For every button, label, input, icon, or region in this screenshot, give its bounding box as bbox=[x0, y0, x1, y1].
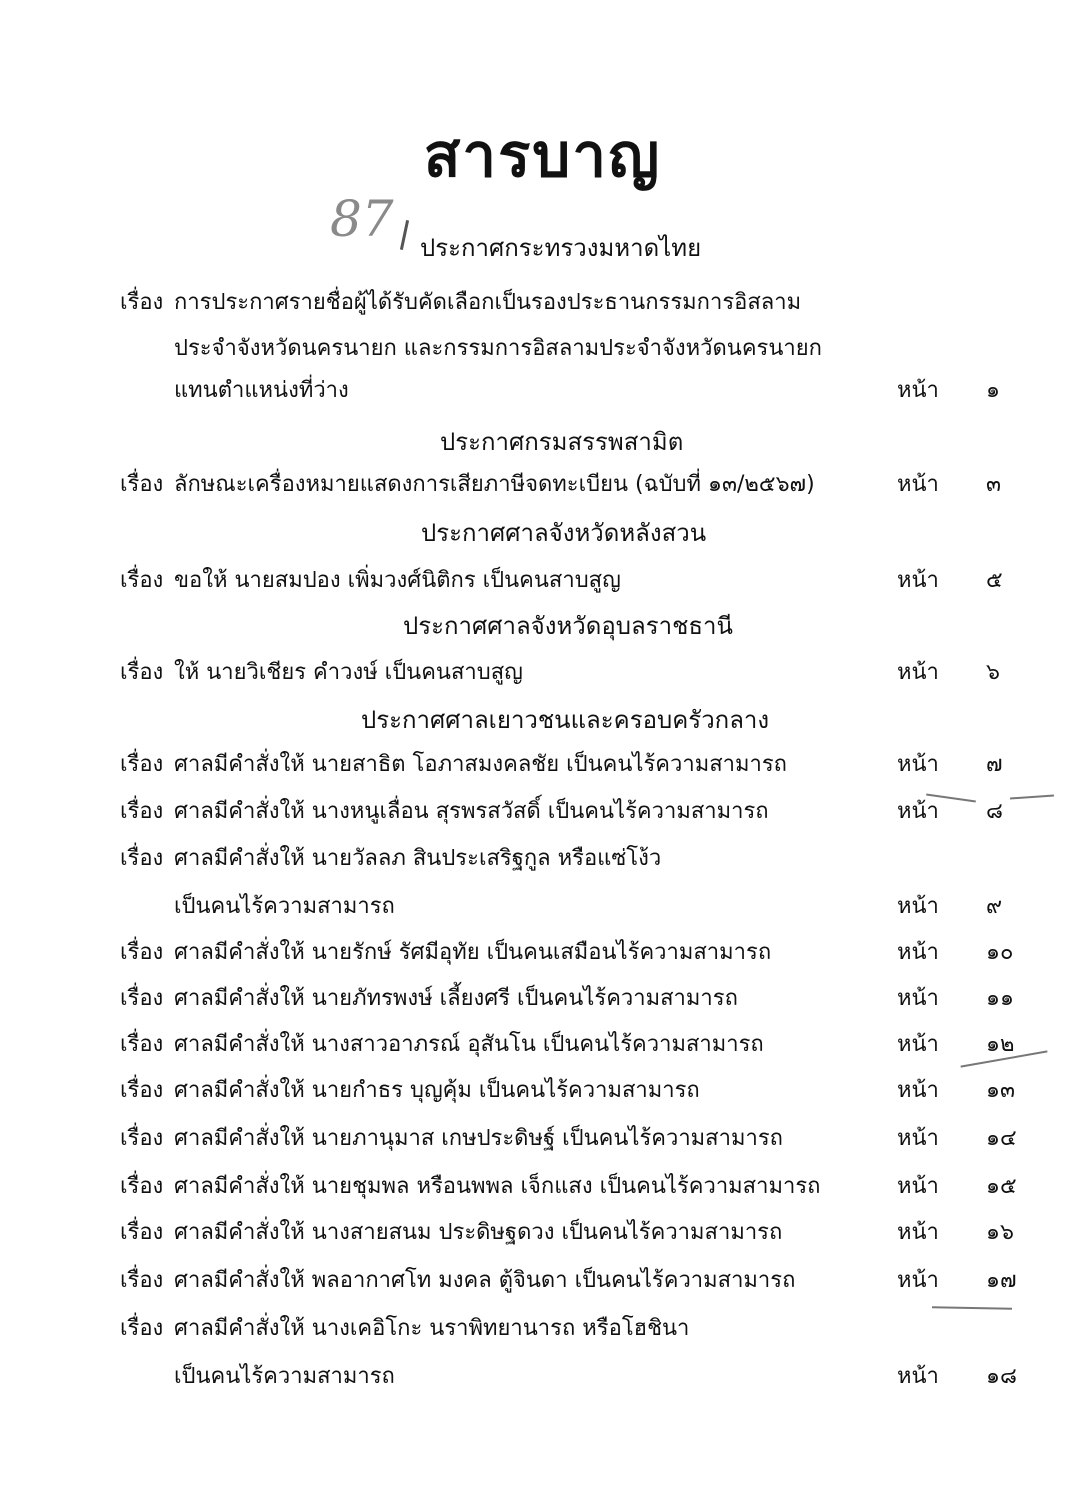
entry-text-continued: ประจำจังหวัดนครนายก และกรรมการอิสลามประจำจังหวัดนครนายก bbox=[174, 336, 822, 361]
toc-entry bbox=[0, 980, 1085, 1014]
page-label: หน้า bbox=[897, 986, 939, 1011]
page-number: ๘ bbox=[986, 799, 1003, 824]
toc-entry bbox=[0, 1072, 1085, 1106]
subject-label: เรื่อง bbox=[120, 660, 164, 685]
subject-label: เรื่อง bbox=[120, 1220, 164, 1245]
page-number: ๕ bbox=[986, 568, 1003, 593]
entry-text: ศาลมีคำสั่งให้ นายรักษ์ รัศมีอุทัย เป็นคนเสมือนไร้ความสามารถ bbox=[174, 940, 772, 965]
entry-text: การประกาศรายชื่อผู้ได้รับคัดเลือกเป็นรองประธานกรรมการอิสลาม bbox=[174, 290, 802, 315]
page-label: หน้า bbox=[897, 1032, 939, 1057]
subject-label: เรื่อง bbox=[120, 568, 164, 593]
entry-text: ศาลมีคำสั่งให้ นางสาวอาภรณ์ อุสันโน เป็นคนไร้ความสามารถ bbox=[174, 1032, 764, 1057]
page-number: ๑๘ bbox=[986, 1364, 1017, 1389]
subject-label: เรื่อง bbox=[120, 940, 164, 965]
section-heading: ประกาศศาลจังหวัดหลังสวน bbox=[421, 519, 707, 547]
subject-label: เรื่อง bbox=[120, 1316, 164, 1341]
toc-entry bbox=[0, 934, 1085, 968]
page-label: หน้า bbox=[897, 1268, 939, 1293]
entry-text: ศาลมีคำสั่งให้ นายภัทรพงษ์ เลี้ยงศรี เป็นคนไร้ความสามารถ bbox=[174, 986, 738, 1011]
page-number: ๓ bbox=[986, 472, 1002, 497]
subject-label: เรื่อง bbox=[120, 1126, 164, 1151]
subject-label: เรื่อง bbox=[120, 1174, 164, 1199]
toc-entry bbox=[0, 466, 1085, 500]
entry-text: ศาลมีคำสั่งให้ นางหนูเลื่อน สุรพรสวัสดิ์ เป็นคนไร้ความสามารถ bbox=[174, 799, 769, 824]
toc-entry bbox=[0, 1310, 1085, 1344]
toc-entry bbox=[0, 1214, 1085, 1248]
page-title: สารบาญ bbox=[423, 121, 662, 191]
handwritten-tick-mark bbox=[400, 220, 409, 250]
entry-text: ศาลมีคำสั่งให้ นายวัลลภ สินประเสริฐกูล หรือแซ่โง้ว bbox=[174, 846, 662, 871]
page-number: ๑๗ bbox=[986, 1268, 1017, 1293]
toc-entry bbox=[0, 1262, 1085, 1296]
subject-label: เรื่อง bbox=[120, 1078, 164, 1103]
page-number: ๑๑ bbox=[986, 986, 1014, 1011]
toc-entry-last-line bbox=[0, 888, 1085, 922]
page-number: ๑๒ bbox=[986, 1032, 1015, 1057]
section-heading: ประกาศกระทรวงมหาดไทย bbox=[420, 234, 702, 262]
page-number: ๖ bbox=[986, 660, 1000, 685]
section-heading: ประกาศศาลเยาวชนและครอบครัวกลาง bbox=[361, 706, 770, 734]
toc-entry bbox=[0, 562, 1085, 596]
page-number: ๑๓ bbox=[986, 1078, 1016, 1103]
page-label: หน้า bbox=[897, 1220, 939, 1245]
toc-entry bbox=[0, 746, 1085, 780]
entry-text: ศาลมีคำสั่งให้ พลอากาศโท มงคล ตู้จินดา เป็นคนไร้ความสามารถ bbox=[174, 1268, 796, 1293]
entry-text: ศาลมีคำสั่งให้ นางเคอิโกะ นราพิทยานารถ หรือโฮชินา bbox=[174, 1316, 690, 1341]
page-label: หน้า bbox=[897, 799, 939, 824]
entry-text-continued: เป็นคนไร้ความสามารถ bbox=[174, 1364, 395, 1389]
page-number: ๑๕ bbox=[986, 1174, 1017, 1199]
toc-entry bbox=[0, 1026, 1085, 1060]
subject-label: เรื่อง bbox=[120, 846, 164, 871]
subject-label: เรื่อง bbox=[120, 752, 164, 777]
page-label: หน้า bbox=[897, 1126, 939, 1151]
page-number: ๗ bbox=[986, 752, 1003, 777]
entry-text: ขอให้ นายสมปอง เพิ่มวงศ์นิติกร เป็นคนสาบสูญ bbox=[174, 568, 621, 593]
subject-label: เรื่อง bbox=[120, 290, 164, 315]
page-label: หน้า bbox=[897, 472, 939, 497]
entry-text: ลักษณะเครื่องหมายแสดงการเสียภาษีจดทะเบียน (ฉบับที่ ๑๓/๒๕๖๗) bbox=[174, 472, 815, 497]
page-number: ๑๔ bbox=[986, 1126, 1017, 1151]
entry-text: ศาลมีคำสั่งให้ นายสาธิต โอภาสมงคลชัย เป็นคนไร้ความสามารถ bbox=[174, 752, 787, 777]
page-label: หน้า bbox=[897, 378, 939, 403]
page-label: หน้า bbox=[897, 1078, 939, 1103]
entry-text: ศาลมีคำสั่งให้ นายกำธร บุญคุ้ม เป็นคนไร้ความสามารถ bbox=[174, 1078, 700, 1103]
entry-text: ศาลมีคำสั่งให้ นายภานุมาส เกษประดิษฐ์ เป็นคนไร้ความสามารถ bbox=[174, 1126, 783, 1151]
toc-entry bbox=[0, 654, 1085, 688]
toc-entry bbox=[0, 793, 1085, 827]
page-label: หน้า bbox=[897, 1364, 939, 1389]
page-number: ๑ bbox=[986, 378, 1000, 403]
toc-entry bbox=[0, 284, 1085, 318]
entry-text-continued: แทนตำแหน่งที่ว่าง bbox=[174, 378, 349, 403]
subject-label: เรื่อง bbox=[120, 986, 164, 1011]
subject-label: เรื่อง bbox=[120, 799, 164, 824]
entry-text: ศาลมีคำสั่งให้ นางสายสนม ประดิษฐดวง เป็นคนไร้ความสามารถ bbox=[174, 1220, 783, 1245]
subject-label: เรื่อง bbox=[120, 1032, 164, 1057]
subject-label: เรื่อง bbox=[120, 1268, 164, 1293]
page-label: หน้า bbox=[897, 568, 939, 593]
subject-label: เรื่อง bbox=[120, 472, 164, 497]
page-label: หน้า bbox=[897, 894, 939, 919]
entry-text: ให้ นายวิเชียร คำวงษ์ เป็นคนสาบสูญ bbox=[174, 660, 523, 685]
toc-entry-last-line bbox=[0, 372, 1085, 406]
toc-entry bbox=[0, 1168, 1085, 1202]
page-label: หน้า bbox=[897, 752, 939, 777]
page-label: หน้า bbox=[897, 940, 939, 965]
page-number: ๑๖ bbox=[986, 1220, 1014, 1245]
entry-text-continued: เป็นคนไร้ความสามารถ bbox=[174, 894, 395, 919]
page-number: ๑๐ bbox=[986, 940, 1014, 965]
toc-entry-last-line bbox=[0, 1358, 1085, 1392]
handwritten-number: 87 bbox=[330, 190, 394, 248]
page-label: หน้า bbox=[897, 1174, 939, 1199]
toc-entry bbox=[0, 840, 1085, 874]
page-label: หน้า bbox=[897, 660, 939, 685]
entry-text: ศาลมีคำสั่งให้ นายชุมพล หรือนพพล เจ็กแสง เป็นคนไร้ความสามารถ bbox=[174, 1174, 821, 1199]
toc-entry bbox=[0, 1120, 1085, 1154]
section-heading: ประกาศศาลจังหวัดอุบลราชธานี bbox=[403, 612, 733, 640]
section-heading: ประกาศกรมสรรพสามิต bbox=[440, 428, 684, 456]
page-number: ๙ bbox=[986, 894, 1003, 919]
